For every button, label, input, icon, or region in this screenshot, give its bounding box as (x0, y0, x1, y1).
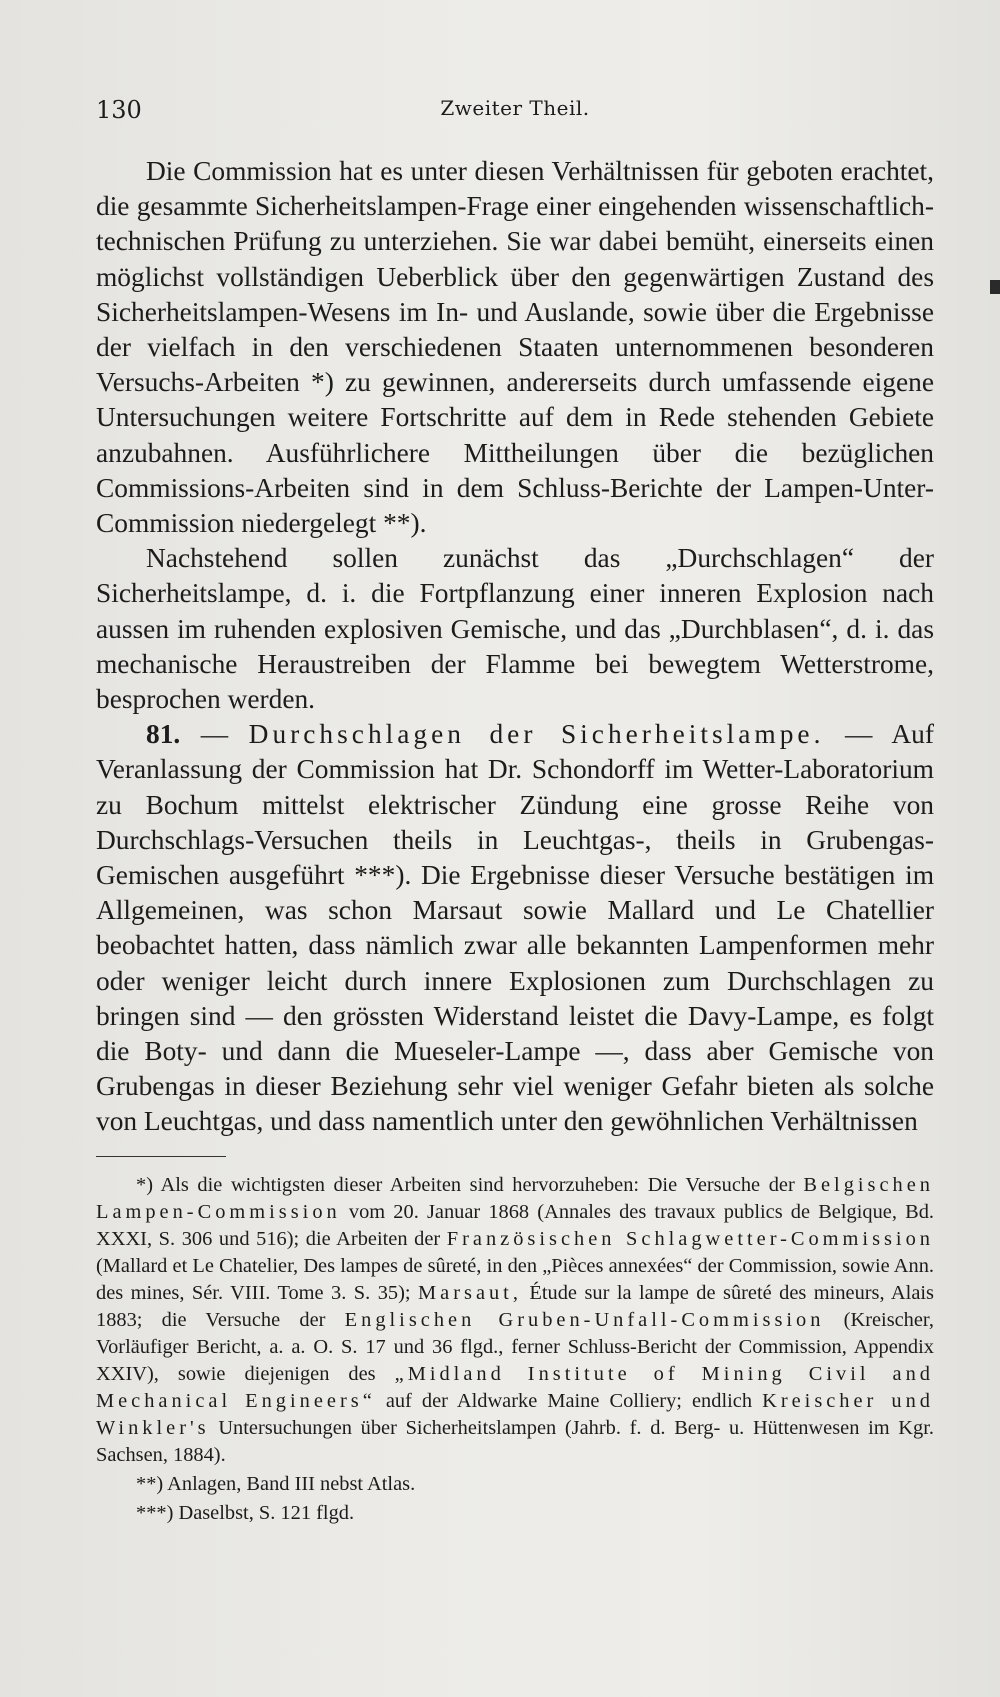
footnote-rule (96, 1156, 226, 1157)
footnote-text: (Kreischer, Vorläufiger Bericht, a. a. O. S. 17 und 36 flgd., ferner Schluss-Bericht der Commission, Appendix XXIV), sowie diejenigen des (96, 1309, 934, 1385)
footnote-3: ***) Daselbst, S. 121 flgd. (136, 1502, 355, 1524)
body-text (96, 154, 934, 1140)
footnotes (96, 1172, 934, 1527)
page-edge-mark (990, 280, 1000, 294)
footnote-text: Untersuchungen über Sicherheitslampen (Jahrb. f. d. Berg- u. Hüttenwesen im Kgr. Sachsen, 1884). (96, 1417, 934, 1466)
section-title: Durchschlagen der Sicherheitslampe. (248, 719, 825, 750)
section-dash: — (200, 719, 229, 750)
footnote-2: **) Anlagen, Band III nebst Atlas. (136, 1473, 416, 1495)
paragraph-1: Die Commission hat es unter diesen Verhältnissen für geboten erachtet, die gesammte Sicherheitslampen-Frage einer eingehenden wissenschaftlich-technischen Prüfung zu unterziehen. Sie war dabei bemüht, einerseits einen möglichst vollständigen Ueberblick über den gegenwärtigen Zustand des Sicherheitslampen-Wesens im In- und Auslande, sowie über die Ergebnisse der vielfach in den verschiedenen Staaten unternommenen besonderen Versuchs-Arbeiten *) zu gewinnen, andererseits durch umfassende eigene Untersuchungen weitere Fortschritte auf dem in Rede stehenden Gebiete anzubahnen. Ausführlichere Mittheilungen über die bezüglichen Commissions-Arbeiten sind in dem Schluss-Berichte der Lampen-Unter-Commission niedergelegt **). (96, 156, 934, 539)
emphasis: Englischen Gruben-Unfall-Commission (344, 1309, 825, 1331)
footnote-text: (Mallard et Le Chatelier, Des lampes de sûreté, in den „Pièces annexées“ der Commission, sowie Ann. des mines, Sér. VIII. Tome 3. S. 35); (96, 1255, 934, 1304)
footnote-text: Als die wichtigsten dieser Arbeiten sind hervorzuheben: Die Versuche der (160, 1174, 795, 1196)
section-dash: — (844, 719, 873, 750)
page-header (96, 96, 934, 128)
section-text: Auf Veranlassung der Commission hat Dr. Schondorff im Wetter-Laboratorium zu Bochum mittelst elektrischer Zündung eine grosse Reihe von Durchschlags-Versuchen theils in Leuchtgas-, theils in Grubengas-Gemischen ausgeführt ***). Die Ergebnisse dieser Versuche bestätigen im Allgemeinen, was schon Marsaut sowie Mallard und Le Chatellier beobachtet hatten, dass nämlich zwar alle bekannten Lampenformen mehr oder weniger leicht durch innere Explosionen zum Durchschlagen zu bringen sind — den grössten Widerstand leistet die Davy-Lampe, es folgt die Boty- und dann die Mueseler-Lampe —, dass aber Gemische von Grubengas in dieser Beziehung sehr viel weniger Gefahr bieten als solche von Leuchtgas, und dass namentlich unter den gewöhnlichen Verhältnissen (96, 719, 934, 1137)
footnote-text: auf der Aldwarke Maine Colliery; endlich (385, 1390, 753, 1412)
emphasis: Kreischer und Winkler's (96, 1390, 934, 1439)
footnote-text: vom 20. Januar 1868 (Annales des travaux publics de Belgique, Bd. XXXI, S. 306 und 516); die Arbeiten der (96, 1201, 934, 1250)
running-head: Zweiter Theil. (440, 96, 590, 120)
paragraph-2: Nachstehend sollen zunächst das „Durchschlagen“ der Sicherheitslampe, d. i. die Fortpflanzung einer inneren Explosion nach aussen im ruhenden explosiven Gemische, und das „Durchblasen“, d. i. das mechanische Heraustreiben der Flamme bei bewegtem Wetterstrome, besprochen werden. (96, 543, 934, 715)
footnote-text: Étude sur la lampe de sûreté des mineurs, Alais 1883; die Versuche der (96, 1282, 934, 1331)
footnote-1 (96, 1172, 934, 1469)
paragraph-3-section-81 (96, 717, 934, 1139)
section-number: 81. (146, 719, 181, 750)
footnote-mark: *) (136, 1174, 153, 1196)
emphasis: Französischen Schlagwetter-Commission (446, 1228, 934, 1250)
page-number: 130 (96, 96, 142, 124)
emphasis: „Midland Institute of Mining Civil and Mechanical Engineers“ (96, 1363, 934, 1412)
emphasis: Marsaut, (418, 1282, 522, 1304)
emphasis: Belgischen Lampen-Commission (96, 1174, 934, 1223)
